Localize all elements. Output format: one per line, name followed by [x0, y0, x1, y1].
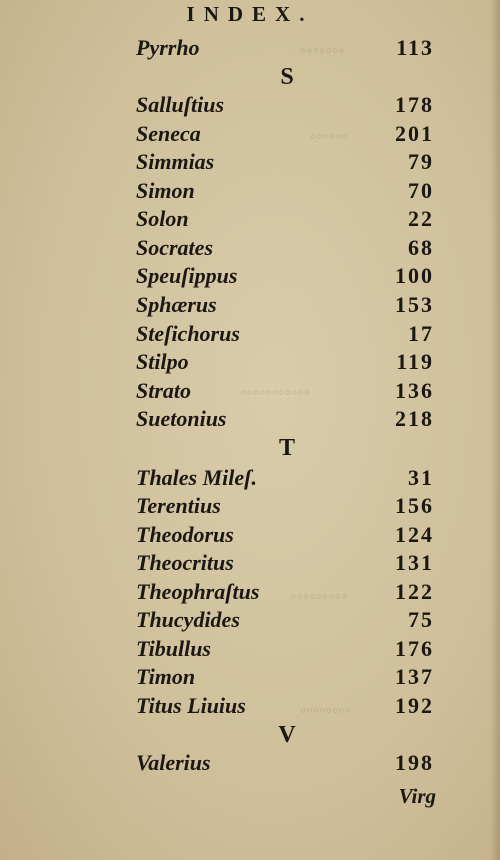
index-entry	[0, 692, 500, 720]
index-entry	[0, 262, 500, 290]
entry-name: Solon	[136, 206, 189, 231]
index-entry	[0, 663, 500, 691]
index-entry	[0, 606, 500, 634]
entry-name: Steſichorus	[136, 321, 240, 346]
entry-name: Thucydides	[136, 607, 240, 632]
entry-page-number: 70	[408, 178, 434, 203]
page-edge-shadow	[490, 0, 500, 860]
entry-name: Stilpo	[136, 349, 189, 374]
entry-name: Seneca	[136, 121, 201, 146]
index-entry	[0, 34, 500, 62]
entry-page-number: 75	[408, 607, 434, 632]
entry-name: Speuſippus	[136, 263, 238, 288]
index-entry	[0, 635, 500, 663]
entry-name: Pyrrho	[136, 35, 200, 60]
bleed-through-decoration: ◦◦◦◦◦◦◦◦◦	[290, 586, 348, 606]
entry-name: Sphærus	[136, 292, 217, 317]
entry-name: Tibullus	[136, 636, 211, 661]
entry-name: Strato	[136, 378, 192, 403]
entry-name: Terentius	[136, 493, 221, 518]
entry-page-number: 136	[395, 378, 434, 403]
index-entry	[0, 464, 500, 492]
entry-name: Thales Mileſ.	[136, 465, 257, 490]
index-entry	[0, 291, 500, 319]
entry-name: Theocritus	[136, 550, 234, 575]
bleed-through-decoration: ◦◦◦◦◦◦◦	[300, 40, 345, 60]
index-entry	[0, 320, 500, 348]
entry-page-number: 113	[396, 35, 434, 60]
index-entry	[0, 578, 500, 606]
entry-page-number: 156	[395, 493, 434, 518]
entry-page-number: 218	[395, 406, 434, 431]
entry-page-number: 153	[395, 292, 434, 317]
page-header: INDEX.	[186, 2, 314, 26]
index-entry	[0, 91, 500, 119]
index-entry	[0, 205, 500, 233]
index-entry	[0, 377, 500, 405]
entry-page-number: 192	[395, 693, 434, 718]
entry-page-number: 100	[395, 263, 434, 288]
entry-name: Valerius	[136, 750, 211, 775]
entry-page-number: 17	[408, 321, 434, 346]
entry-page-number: 124	[395, 522, 434, 547]
index-entry	[0, 234, 500, 262]
entry-page-number: 122	[395, 579, 434, 604]
bleed-through-decoration: ◦◦◦◦◦◦	[310, 126, 349, 146]
entry-page-number: 137	[395, 664, 434, 689]
entry-name: Timon	[136, 664, 196, 689]
index-entry	[0, 521, 500, 549]
entry-page-number: 79	[408, 149, 434, 174]
entry-page-number: 68	[408, 235, 434, 260]
index-entry	[0, 148, 500, 176]
bleed-through-decoration: ◦◦◦◦◦◦◦◦◦◦◦	[240, 382, 311, 402]
index-entry	[0, 405, 500, 433]
entry-page-number: 31	[408, 465, 434, 490]
entry-name: Theodorus	[136, 522, 234, 547]
catchword: Virg	[398, 784, 436, 808]
entry-name: Salluſtius	[136, 92, 225, 117]
index-entry	[0, 348, 500, 376]
index-entry	[0, 120, 500, 148]
section-letter: T	[278, 435, 295, 461]
section-letter: V	[278, 722, 296, 748]
entry-name: Theophraſtus	[136, 579, 260, 604]
entry-page-number: 119	[396, 349, 434, 374]
entry-page-number: 178	[395, 92, 434, 117]
entry-page-number: 201	[395, 121, 434, 146]
entry-page-number: 198	[395, 750, 434, 775]
index-entry	[0, 549, 500, 577]
index-entry	[0, 749, 500, 777]
index-entry	[0, 177, 500, 205]
entry-page-number: 22	[408, 206, 434, 231]
bleed-through-decoration: ◦◦◦◦◦◦◦◦	[300, 700, 352, 720]
entry-name: Simmias	[136, 149, 215, 174]
index-entry	[0, 492, 500, 520]
entry-name: Socrates	[136, 235, 213, 260]
entry-name: Titus Liuius	[136, 693, 246, 718]
entry-name: Suetonius	[136, 406, 227, 431]
entry-page-number: 176	[395, 636, 434, 661]
entry-page-number: 131	[395, 550, 434, 575]
section-letter: S	[280, 64, 294, 90]
entry-name: Simon	[136, 178, 195, 203]
